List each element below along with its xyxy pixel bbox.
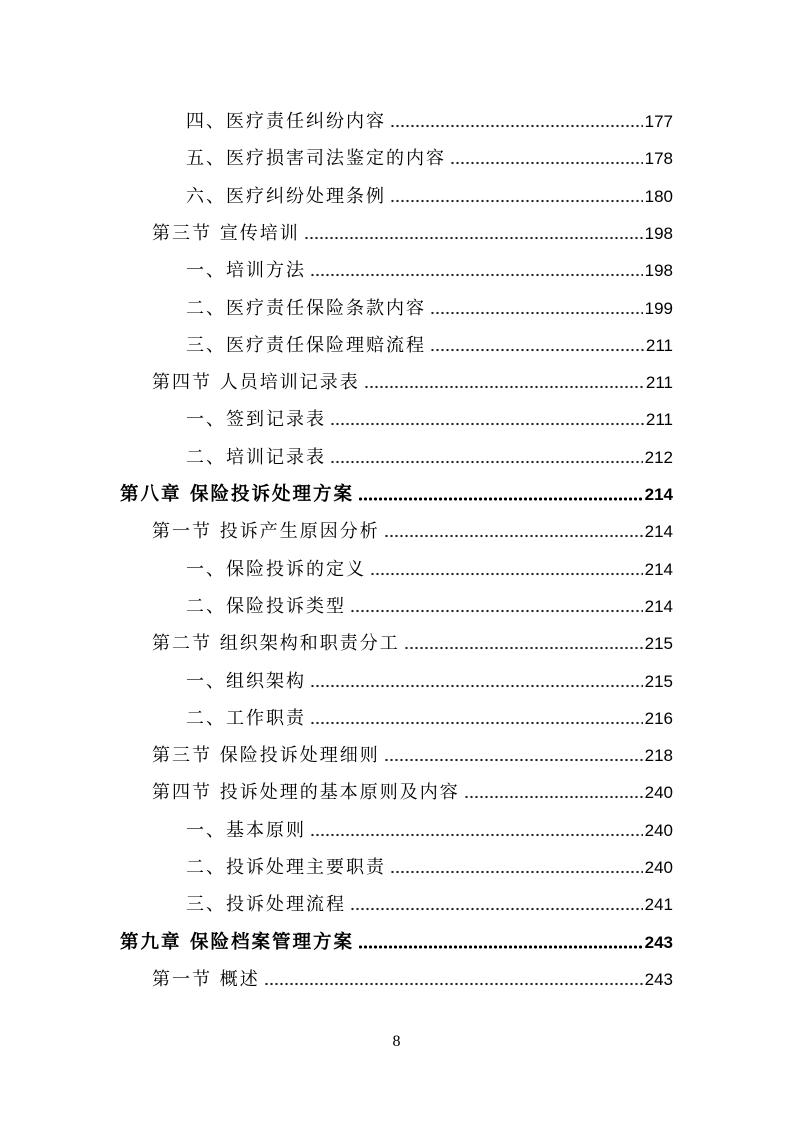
toc-entry-page-number: 177	[644, 112, 673, 131]
toc-entry-label: 第四节 投诉处理的基本原则及内容	[152, 782, 460, 804]
toc-entry-page-number: 180	[644, 186, 673, 206]
dot-leader	[384, 533, 643, 539]
toc-entry-label: 一、基本原则	[186, 819, 306, 841]
dot-leader	[390, 869, 643, 875]
dot-leader	[430, 347, 644, 353]
toc-section-row[interactable]	[0, 516, 793, 544]
toc-entry-label: 一、培训方法	[186, 260, 306, 282]
toc-entry	[152, 516, 673, 544]
toc-section-row[interactable]	[0, 964, 793, 992]
toc-entry	[120, 479, 673, 507]
toc-entry	[186, 106, 673, 134]
dot-leader	[390, 198, 643, 204]
toc-section-row[interactable]	[0, 777, 793, 805]
dot-leader	[404, 645, 643, 651]
toc-entry	[152, 740, 673, 768]
toc-item-row[interactable]	[0, 815, 793, 843]
dot-leader	[330, 459, 643, 465]
toc-entry-label: 第二节 组织架构和职责分工	[152, 633, 400, 655]
toc-entry-label: 一、组织架构	[186, 670, 306, 692]
dot-leader	[310, 272, 643, 278]
toc-item-row[interactable]	[0, 554, 793, 582]
toc-entry-page-number: 240	[644, 783, 673, 803]
toc-entry-label: 第四节 人员培训记录表	[152, 372, 360, 394]
toc-entry	[186, 554, 673, 582]
toc-chapter-row[interactable]	[0, 479, 793, 507]
toc-entry-page-number: 214	[644, 485, 673, 504]
toc-entry	[186, 591, 673, 619]
toc-entry-label: 第三节 保险投诉处理细则	[152, 745, 380, 767]
toc-entry-label: 第三节 宣传培训	[152, 222, 300, 244]
dot-leader	[310, 720, 643, 726]
toc-entry	[186, 852, 673, 880]
toc-entry	[186, 181, 673, 209]
toc-entry-label: 一、保险投诉的定义	[186, 558, 366, 580]
toc-entry-page-number: 240	[644, 820, 673, 840]
dot-leader	[450, 160, 643, 166]
toc-entry-label: 三、医疗责任保险理赔流程	[186, 334, 426, 356]
dot-leader	[358, 496, 643, 502]
dot-leader	[310, 683, 643, 689]
toc-entry	[186, 703, 673, 731]
dot-leader	[350, 906, 643, 912]
toc-entry-page-number: 214	[644, 596, 673, 616]
toc-entry-label: 三、投诉处理流程	[186, 894, 346, 916]
toc-entry-label: 第八章 保险投诉处理方案	[120, 484, 354, 505]
toc-entry	[186, 330, 673, 358]
toc-entry-label: 二、保险投诉类型	[186, 595, 346, 617]
toc-entry-page-number: 199	[644, 298, 673, 318]
toc-entry-page-number: 214	[644, 522, 673, 542]
dot-leader	[264, 981, 643, 987]
toc-entry-page-number: 178	[644, 149, 673, 169]
toc-entry	[152, 777, 673, 805]
dot-leader	[464, 794, 643, 800]
toc-entry-page-number: 211	[645, 335, 673, 355]
toc-item-row[interactable]	[0, 442, 793, 470]
toc-item-row[interactable]	[0, 852, 793, 880]
toc-entry	[152, 964, 673, 992]
toc-item-row[interactable]	[0, 889, 793, 917]
toc-section-row[interactable]	[0, 218, 793, 246]
dot-leader	[310, 832, 643, 838]
toc-entry-page-number: 243	[644, 932, 673, 952]
dot-leader	[358, 944, 643, 950]
toc-item-row[interactable]	[0, 591, 793, 619]
toc-entry-label: 二、医疗责任保险条款内容	[186, 297, 426, 319]
toc-entry	[152, 218, 673, 246]
toc-entry-page-number: 211	[645, 410, 673, 430]
toc-entry-label: 第一节 概述	[152, 968, 260, 990]
toc-entry	[186, 404, 673, 432]
dot-leader	[370, 571, 643, 577]
toc-entry-label: 第一节 投诉产生原因分析	[152, 521, 380, 543]
toc-entry	[186, 666, 673, 694]
toc-item-row[interactable]	[0, 181, 793, 209]
toc-entry	[186, 143, 673, 171]
toc-entry	[152, 628, 673, 656]
toc-entry-label: 第九章 保险档案管理方案	[120, 931, 354, 953]
toc-entry-label: 二、投诉处理主要职责	[186, 857, 386, 878]
toc-item-row[interactable]	[0, 330, 793, 358]
toc-section-row[interactable]	[0, 628, 793, 656]
page-number: 8	[392, 1033, 401, 1050]
dot-leader	[430, 310, 643, 316]
toc-entry-page-number: 218	[644, 746, 673, 766]
toc-entry	[120, 927, 673, 955]
dot-leader	[384, 757, 643, 763]
toc-entry-page-number: 215	[644, 634, 673, 654]
toc-entry-label: 六、医疗纠纷处理条例	[186, 185, 386, 207]
dot-leader	[330, 421, 644, 427]
toc-entry-page-number: 211	[645, 373, 673, 393]
toc-entry-label: 二、培训记录表	[186, 446, 326, 468]
toc-entry-label: 五、医疗损害司法鉴定的内容	[186, 148, 446, 170]
dot-leader	[390, 123, 643, 129]
toc-section-row[interactable]	[0, 740, 793, 768]
toc-entry-page-number: 216	[644, 708, 673, 728]
toc-item-row[interactable]	[0, 106, 793, 134]
toc-entry	[186, 815, 673, 843]
toc-item-row[interactable]	[0, 143, 793, 171]
toc-item-row[interactable]	[0, 293, 793, 321]
toc-entry-page-number: 243	[644, 969, 673, 989]
toc-entry-page-number: 240	[644, 858, 673, 877]
toc-item-row[interactable]	[0, 666, 793, 694]
toc-item-row[interactable]	[0, 703, 793, 731]
toc-entry-page-number: 215	[644, 671, 673, 691]
toc-entry	[186, 293, 673, 321]
toc-entry	[186, 255, 673, 283]
dot-leader	[350, 608, 643, 614]
dot-leader	[304, 235, 643, 241]
toc-entry-page-number: 198	[644, 223, 673, 243]
dot-leader	[364, 384, 644, 390]
toc-entry-label: 二、工作职责	[186, 707, 306, 729]
toc-entry-page-number: 241	[644, 895, 673, 915]
toc-entry-label: 一、签到记录表	[186, 409, 326, 431]
toc-item-row[interactable]	[0, 404, 793, 432]
toc-chapter-row[interactable]	[0, 927, 793, 955]
toc-section-row[interactable]	[0, 367, 793, 395]
toc-entry-label: 四、医疗责任纠纷内容	[186, 111, 386, 132]
toc-entry-page-number: 214	[644, 559, 673, 579]
toc-entry-page-number: 212	[644, 447, 673, 467]
toc-entry-page-number: 198	[644, 261, 673, 281]
toc-entry	[186, 889, 673, 917]
toc-entry	[186, 442, 673, 470]
toc-entry	[152, 367, 673, 395]
toc-item-row[interactable]	[0, 255, 793, 283]
